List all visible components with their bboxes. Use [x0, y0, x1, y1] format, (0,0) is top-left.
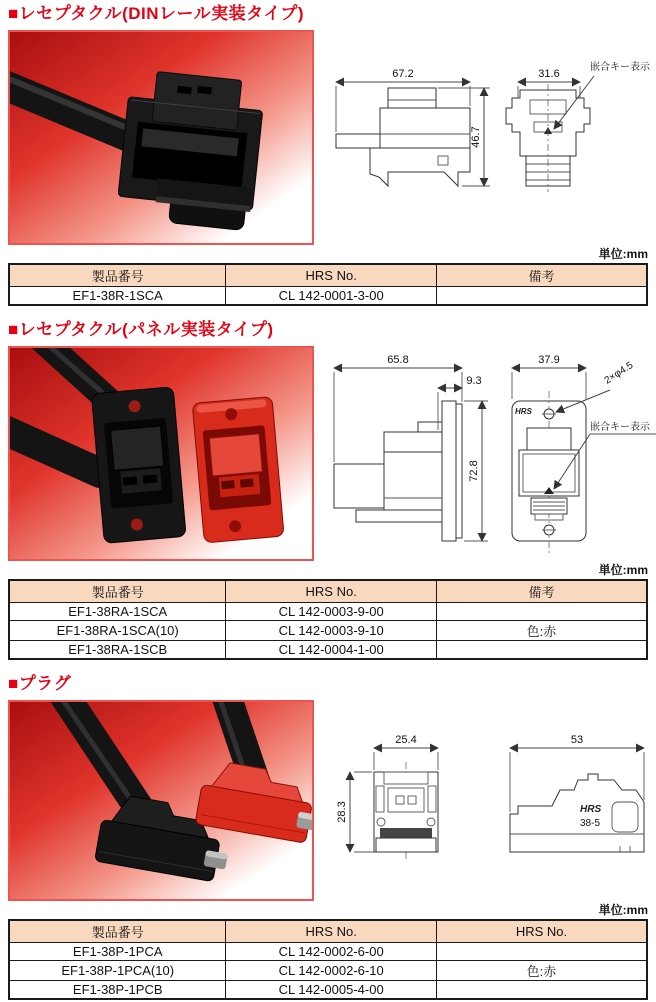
cell-part-no: EF1-38R-1SCA [9, 287, 226, 306]
unit-label: 単位:mm [598, 563, 648, 577]
dim-height-label: 46.7 [470, 126, 482, 148]
cell-note [436, 603, 647, 621]
product-table-din-receptacle [8, 263, 648, 306]
cell-hrs-no: CL 142-0004-1-00 [226, 641, 437, 660]
cell-note: 色:赤 [436, 961, 647, 981]
section-plug-content [8, 700, 648, 901]
technical-drawing-plug [322, 700, 656, 897]
cell-hrs-no: CL 142-0003-9-10 [226, 621, 437, 641]
cell-hrs-no: CL 142-0002-6-10 [226, 961, 437, 981]
front-view-outline [512, 391, 586, 554]
cell-hrs-no: CL 142-0003-9-00 [226, 603, 437, 621]
cell-hrs-no: CL 142-0005-4-00 [226, 981, 437, 1000]
cell-part-no: EF1-38P-1PCA(10) [9, 961, 226, 981]
front-view-outline [374, 762, 438, 862]
technical-drawing-panel-receptacle [322, 346, 656, 560]
col-header-note: 備考 [436, 264, 647, 287]
col-header-hrs-no: HRS No. [226, 264, 437, 287]
photo-plug-image [10, 702, 312, 899]
col-header-note: HRS No. [436, 920, 647, 943]
dim-width-label: 67.2 [392, 68, 414, 80]
dim-panel-label: 9.3 [466, 375, 482, 387]
cell-note: 色:赤 [436, 621, 647, 641]
col-header-hrs-no: HRS No. [226, 580, 437, 603]
col-header-part-no: 製品番号 [9, 264, 226, 287]
product-photo-panel-receptacle [8, 346, 314, 561]
table-row [9, 961, 647, 981]
cell-part-no: EF1-38RA-1SCB [9, 641, 226, 660]
table-row [9, 621, 647, 641]
cell-hrs-no: CL 142-0002-6-00 [226, 943, 437, 961]
dim-width-label: 65.8 [387, 354, 409, 366]
section-title-din-receptacle: ■レセプタクル(DINレール実装タイプ) [8, 4, 304, 23]
side-view-outline [336, 88, 470, 186]
cell-part-no: EF1-38P-1PCA [9, 943, 226, 961]
dim-front-width-label: 25.4 [395, 734, 417, 746]
black-panel-connector [91, 387, 186, 544]
photo-panel-receptacle-image [10, 348, 312, 559]
col-header-hrs-no: HRS No. [226, 920, 437, 943]
cell-note [436, 981, 647, 1000]
product-photo-plug [8, 700, 314, 901]
mating-key-label: 嵌合キー表示 [590, 62, 650, 73]
cell-hrs-no: CL 142-0001-3-00 [226, 287, 437, 306]
section-panel-content [8, 346, 648, 561]
dim-front-height-label: 28.3 [336, 801, 348, 823]
hrs-logo-mark: HRS [580, 804, 602, 815]
mating-key-label: 嵌合キー表示 [590, 422, 650, 433]
table-row [9, 981, 647, 1000]
table-header-row [9, 920, 647, 943]
product-table-plug [8, 919, 648, 1000]
col-header-part-no: 製品番号 [9, 580, 226, 603]
cell-note [436, 287, 647, 306]
cell-part-no: EF1-38P-1PCB [9, 981, 226, 1000]
holes-label: 2×φ4.5 [602, 359, 636, 387]
product-photo-din-receptacle [8, 30, 314, 245]
dimension-height [464, 401, 488, 541]
table-row [9, 287, 647, 306]
table-header-row [9, 264, 647, 287]
col-header-part-no: 製品番号 [9, 920, 226, 943]
col-header-note: 備考 [436, 580, 647, 603]
hrs-logo-sub: 38-5 [580, 818, 601, 829]
dim-front-width-label: 31.6 [538, 68, 560, 80]
dimension-front-height [336, 772, 374, 852]
unit-label: 単位:mm [598, 247, 648, 261]
front-view-outline [506, 84, 590, 192]
dim-side-width-label: 53 [570, 734, 584, 746]
red-panel-connector [192, 397, 284, 543]
table-row [9, 943, 647, 961]
side-view-outline [510, 774, 644, 852]
product-table-panel-receptacle [8, 579, 648, 660]
photo-din-receptacle-image [10, 32, 312, 243]
table-header-row [9, 580, 647, 603]
cell-note [436, 641, 647, 660]
dim-height-label: 72.8 [468, 460, 480, 482]
cell-note [436, 943, 647, 961]
section-title-panel-receptacle: ■レセプタクル(パネル実装タイプ) [8, 320, 274, 339]
section-din-content [8, 30, 648, 245]
cell-part-no: EF1-38RA-1SCA [9, 603, 226, 621]
table-row [9, 603, 647, 621]
cell-part-no: EF1-38RA-1SCA(10) [9, 621, 226, 641]
table-row [9, 641, 647, 660]
section-title-plug: ■プラグ [8, 674, 72, 693]
hrs-logo-mark: HRS [515, 407, 532, 416]
unit-label: 単位:mm [598, 903, 648, 917]
side-view-outline [334, 401, 462, 541]
dim-front-width-label: 37.9 [538, 354, 560, 366]
technical-drawing-din-receptacle [322, 30, 656, 230]
